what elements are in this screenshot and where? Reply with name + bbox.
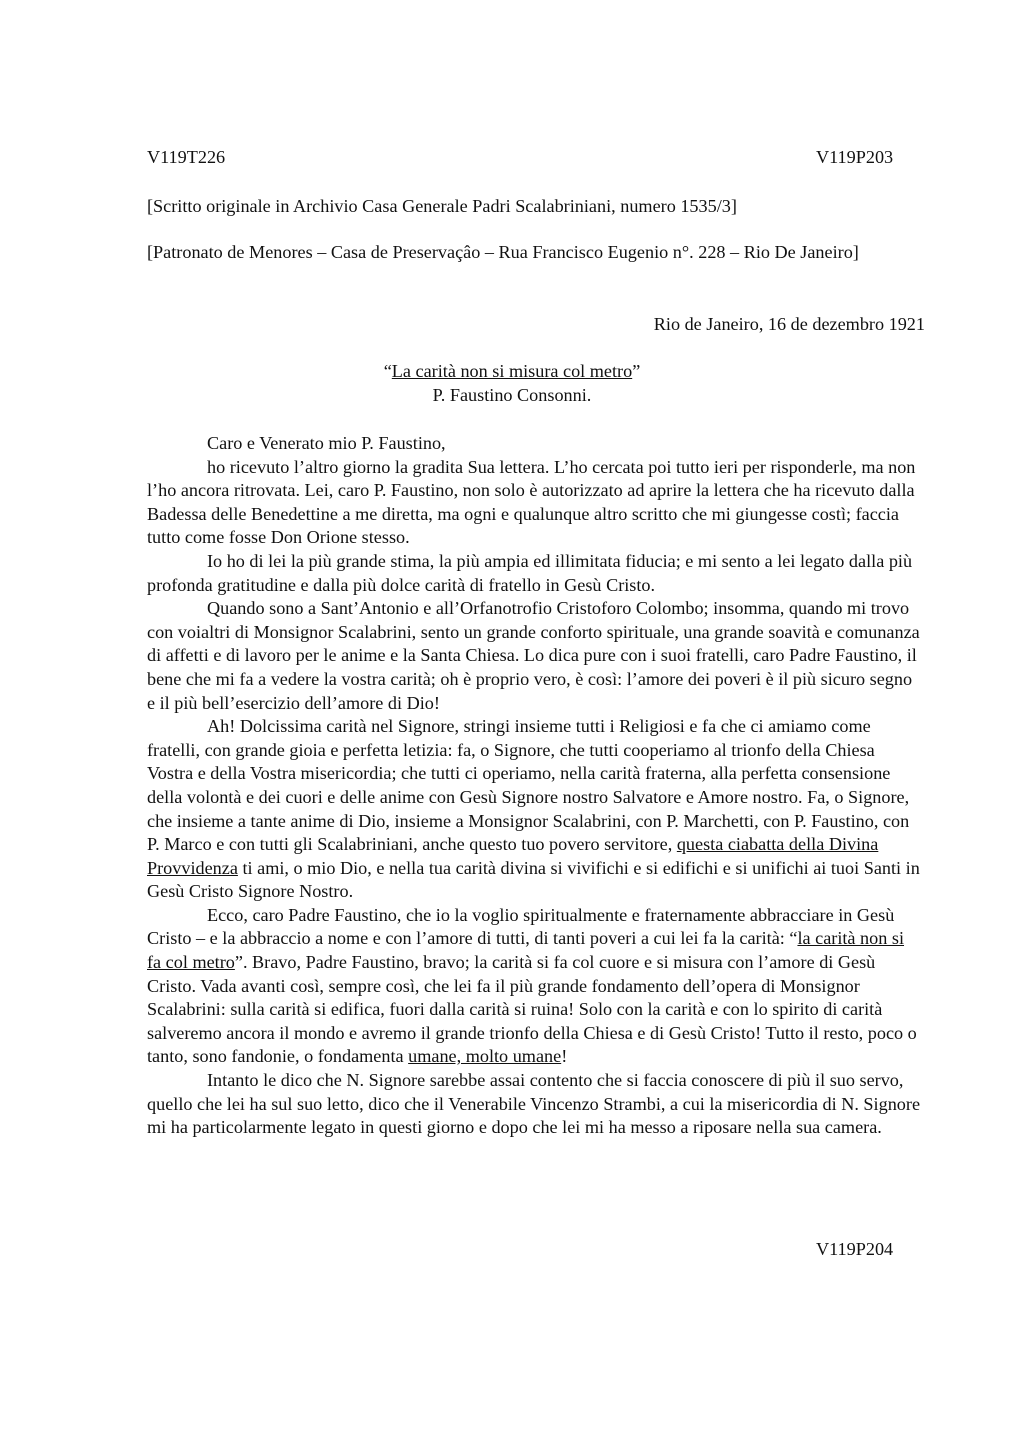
paragraph-2: Io ho di lei la più grande stima, la più ampia ed illimitata fiducia; e mi sento a lei legato dalla più profonda gratitudine e dalla più dolce carità di fratello in Gesù Cristo. (147, 550, 913, 595)
open-quote: “ (383, 361, 392, 381)
date-line: Rio de Janeiro, 16 de dezembro 1921 (653, 314, 925, 334)
page-code-right: V119P203 (816, 147, 894, 167)
title-recipient: P. Faustino Consonni. (432, 384, 592, 405)
letter-body (147, 432, 922, 1140)
paragraph-5-underlined-2: umane, molto umane (408, 1046, 562, 1067)
paragraph-3: Quando sono a Sant’Antonio e all’Orfanotrofio Cristoforo Colombo; insomma, quando mi trovo con voialtri di Monsignor Scalabrini, sento un grande conforto spirituale, una grande soavità e comunanza di affetti e di lavoro per le anime e la Santa Chiesa. Lo dica pure con i suoi fratelli, caro Padre Faustino, il bene che mi fa a vedere la vostra carità; oh è proprio vero, è così: l’amore dei poveri è il più sicuro segno e il più bell’esercizio dell’amore di Dio! (147, 598, 920, 713)
paragraph-4-text-b: ti ami, o mio Dio, e nella tua carità divina si vivifichi e si edifichi e si unifichi ai tuoi Santi in Gesù Cristo Signore Nostro. (147, 857, 920, 902)
page-code-footer: V119P204 (816, 1239, 894, 1259)
paragraph-4-text-a: Ah! Dolcissima carità nel Signore, stringi insieme tutti i Religiosi e fa che ci amiamo come fratelli, con grande gioia e perfetta letizia: fa, o Signore, che tutti cooperiamo al trionfo della Chiesa Vostra e della Vostra misericordia; che tutti ci operiamo, nella carità fraterna, alla perfetta consensione della volontà e dei cuori e delle anime con Gesù Signore nostro Salvatore e Amore nostro. Fa, o Signore, che insieme a tante anime di Dio, insieme a Monsignor Scalabrini, con P. Marchetti, con P. Faustino, con P. Marco e con tutti gli Scalabriniani, anche questo tuo povero servitore, (147, 716, 910, 855)
paragraph-4 (147, 715, 922, 904)
paragraph-1: ho ricevuto l’altro giorno la gradita Sua lettera. L’ho cercata poi tutto ieri per risponderle, ma non l’ho ancora ritrovata. Lei, caro P. Faustino, non solo è autorizzato ad aprire la lettera che ha ricevuto dalla Badessa delle Benedettine a me diretta, ma ogni e qualunque altro scritto che mi giungesse costì; faccia tutto come fosse Don Orione stesso. (147, 456, 916, 548)
paragraph-5-text-c: ! (561, 1046, 568, 1067)
title-quote: La carità non si misura col metro (391, 361, 633, 381)
paragraph-5 (147, 904, 922, 1069)
paragraph-5-text-b: ”. Bravo, Padre Faustino, bravo; la carità si fa col cuore e si misura con l’amore di Gesù Cristo. Vada avanti così, sempre così, che lei fa il più grande fondamento dell’opera di Monsignor Scalabrini: sulla carità si edifica, fuori dalla carità si ruina! Solo con la carità e con lo spirito di carità salveremo ancora il mondo e avremo il grande trionfo della Chiesa e di Gesù Cristo! Tutto il resto, poco o tanto, sono fandonie, o fondamenta (147, 952, 917, 1067)
letter-title (147, 360, 877, 407)
paragraph-5-underlined-1: la carità non si fa col metro (147, 928, 905, 973)
close-quote: ” (632, 361, 641, 381)
archive-source-note: [Scritto originale in Archivio Casa Generale Padri Scalabriniani, numero 1535/3] (147, 196, 737, 216)
title-quote-line (147, 360, 877, 384)
volume-code-left: V119T226 (147, 147, 226, 167)
paragraph-5-text-a: Ecco, caro Padre Faustino, che io la voglio spiritualmente e fraternamente abbracciare in Gesù Cristo – e la abbraccio a nome e con l’amore di tutti, di tanti poveri a cui lei fa la carità: “ (147, 904, 895, 949)
address-note: [Patronato de Menores – Casa de Preservaçâo – Rua Francisco Eugenio n°. 228 – Rio De Janeiro] (147, 242, 859, 262)
paragraph-4-underlined: questa ciabatta della Divina Provvidenza (147, 834, 879, 878)
salutation: Caro e Venerato mio P. Faustino, (207, 433, 446, 453)
paragraph-6: Intanto le dico che N. Signore sarebbe assai contento che si faccia conoscere di più il suo servo, quello che lei ha sul suo letto, dico che il Venerabile Vincenzo Strambi, a cui la misericordia di N. Signore mi ha particolarmente legato in questi giorno e dopo che lei mi ha messo a riposare nella sua camera. (147, 1070, 921, 1138)
